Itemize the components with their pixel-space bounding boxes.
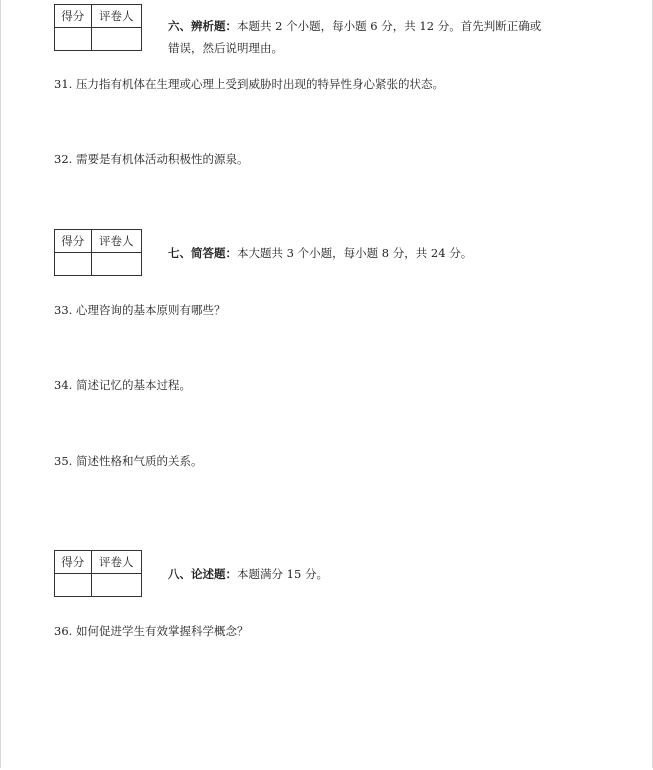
question-item: 35. 简述性格和气质的关系。 [54, 454, 203, 468]
grader-cell [91, 253, 141, 276]
section-heading [168, 15, 548, 59]
section-title: 六、辨析题： [168, 19, 237, 33]
question-item: 31. 压力指有机体在生理或心理上受到威胁时出现的特异性身心紧张的状态。 [54, 77, 444, 91]
grader-cell [91, 28, 141, 51]
score-label: 得分 [55, 230, 92, 253]
question-item: 34. 简述记忆的基本过程。 [54, 378, 191, 392]
score-table [54, 229, 142, 276]
score-cell [55, 253, 92, 276]
grader-label: 评卷人 [91, 551, 141, 574]
section-title: 八、论述题： [168, 567, 237, 581]
question-item: 32. 需要是有机体活动积极性的源泉。 [54, 152, 249, 166]
section-description: 本题满分 15 分。 [237, 567, 328, 581]
score-cell [55, 28, 92, 51]
score-label: 得分 [55, 551, 92, 574]
score-table [54, 4, 142, 51]
section-heading [168, 563, 548, 585]
section-description: 本题共 2 个小题，每小题 6 分，共 12 分。首先判断正确或错误，然后说明理由。 [168, 19, 542, 55]
grader-cell [91, 574, 141, 597]
score-cell [55, 574, 92, 597]
section-title: 七、简答题： [168, 246, 237, 260]
grader-label: 评卷人 [91, 5, 141, 28]
section-heading [168, 242, 548, 264]
grader-label: 评卷人 [91, 230, 141, 253]
question-item: 33. 心理咨询的基本原则有哪些？ [54, 303, 226, 317]
score-label: 得分 [55, 5, 92, 28]
question-item: 36. 如何促进学生有效掌握科学概念？ [54, 624, 249, 638]
section-description: 本大题共 3 个小题，每小题 8 分，共 24 分。 [237, 246, 473, 260]
score-table [54, 550, 142, 597]
